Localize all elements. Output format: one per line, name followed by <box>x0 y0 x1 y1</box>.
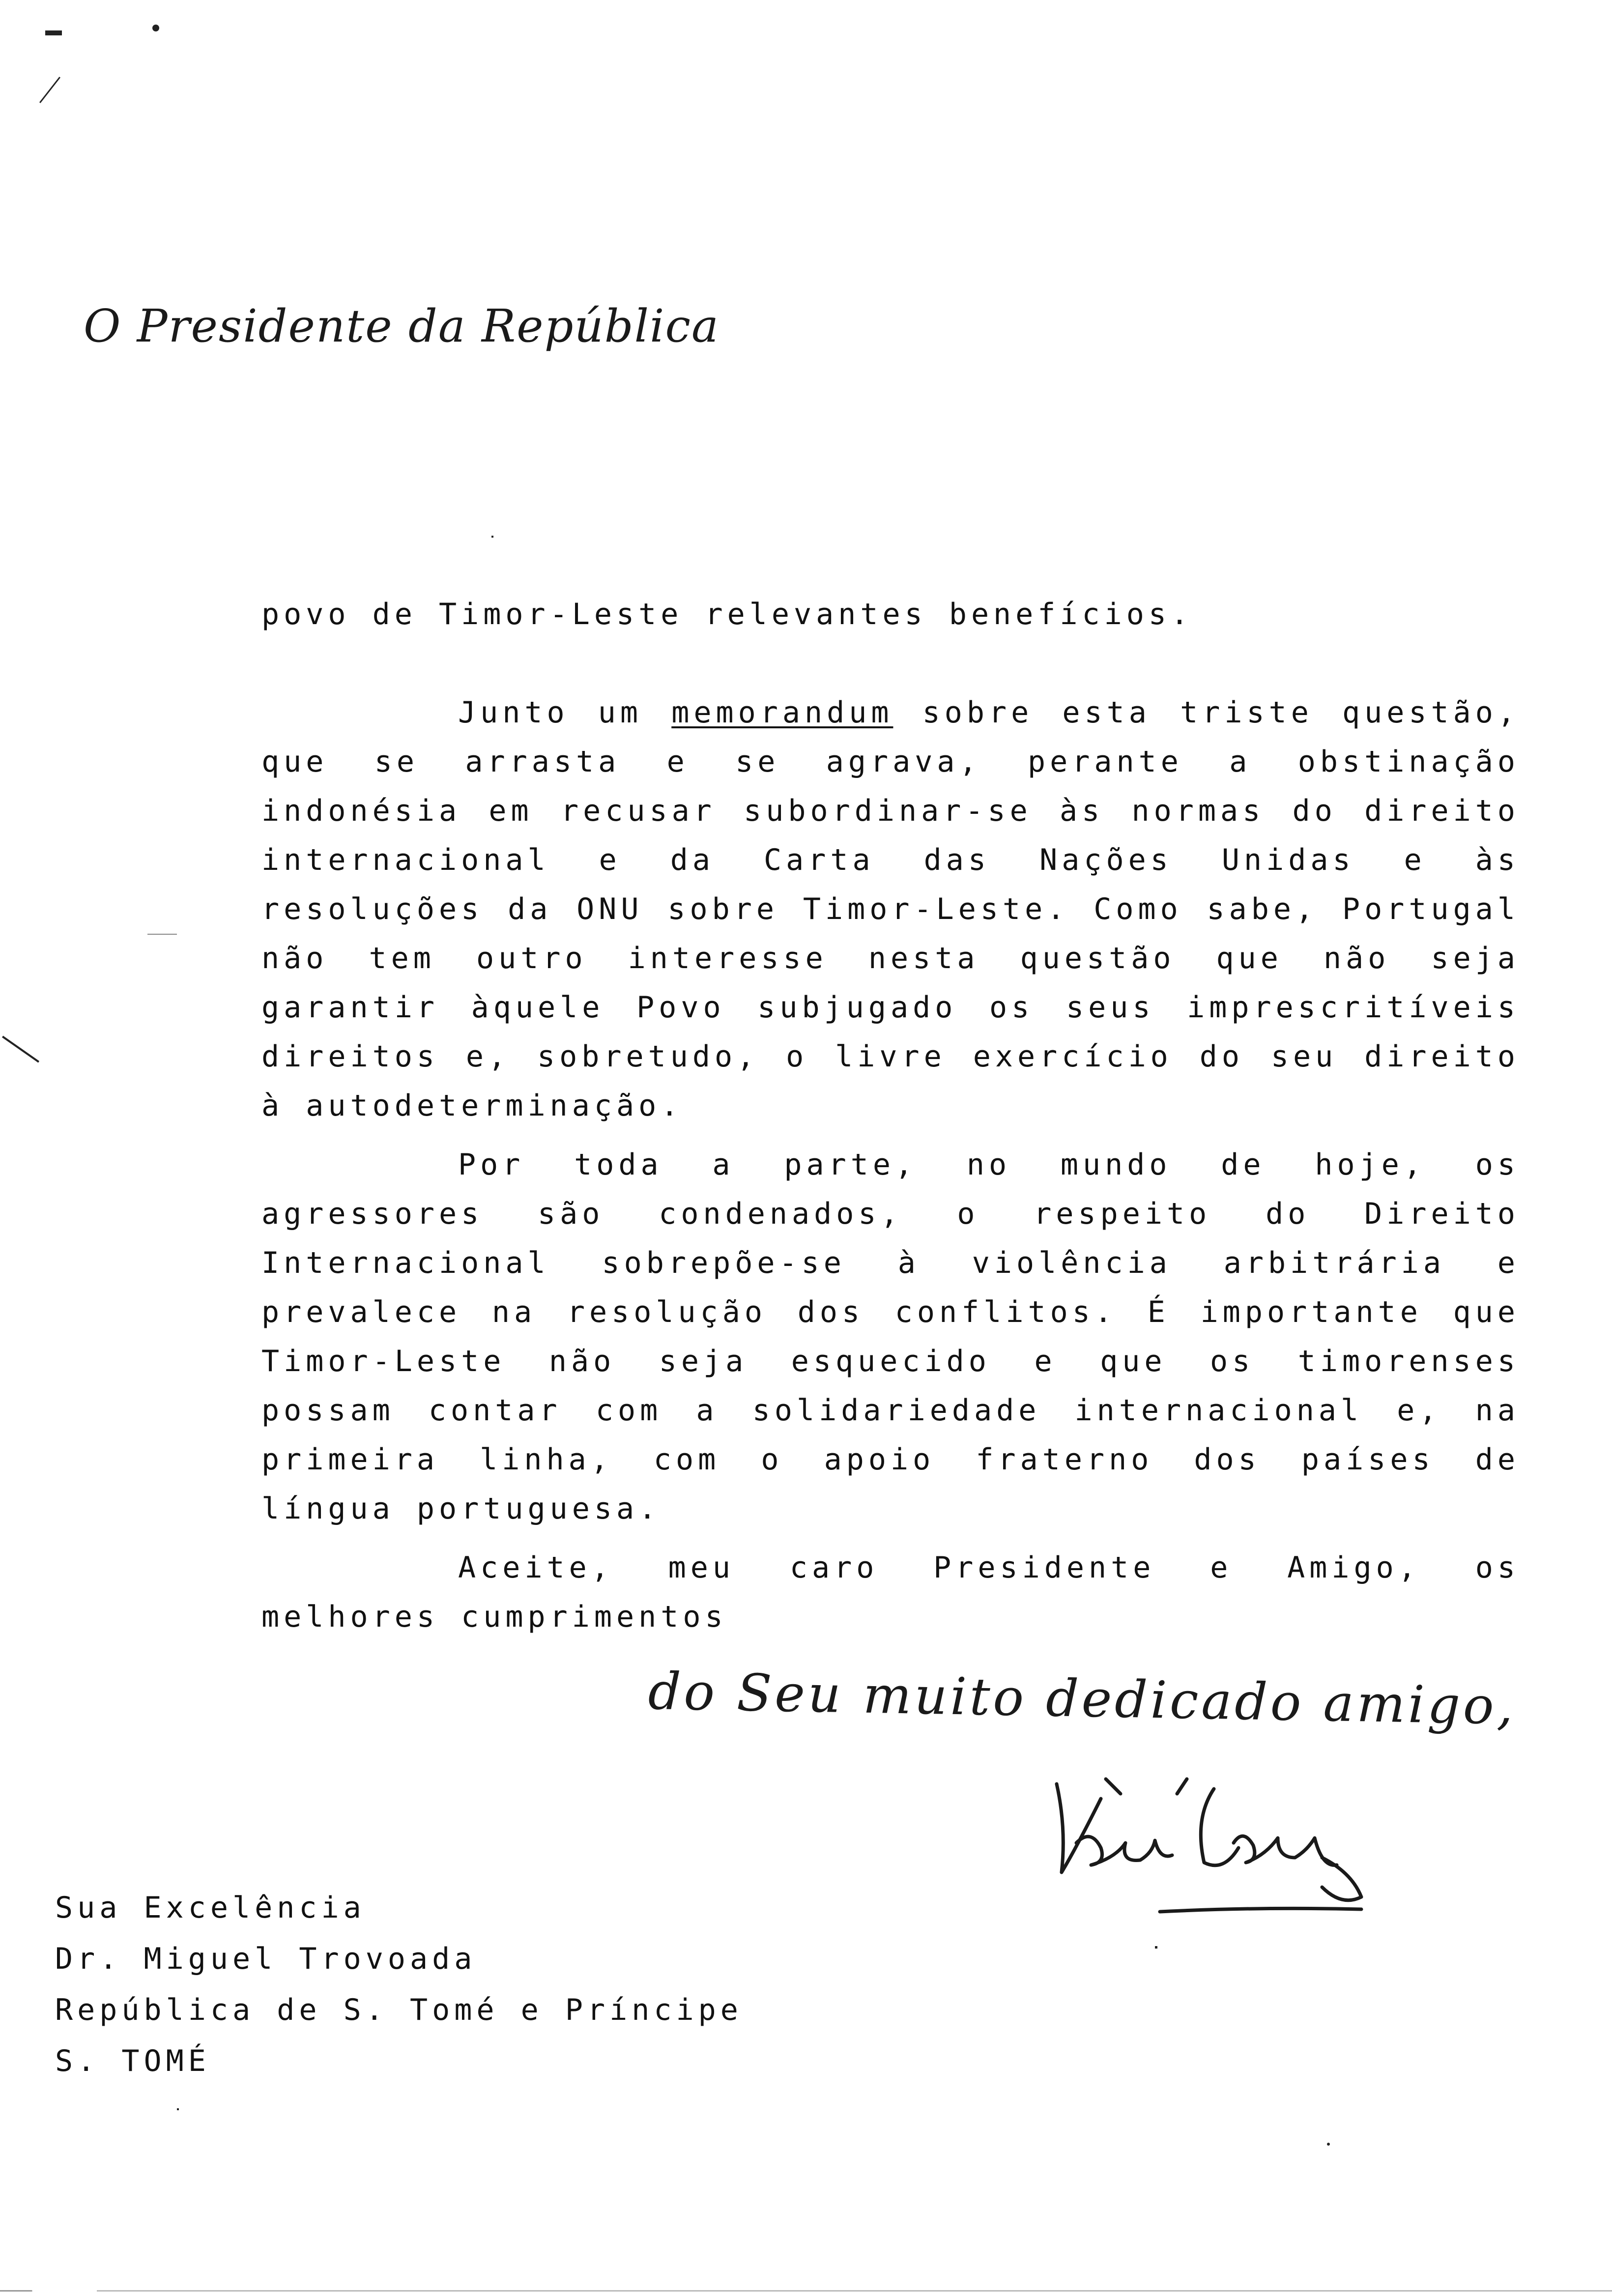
recipient-name: Dr. Miguel Trovoada <box>55 1942 477 1976</box>
paragraph-memorandum <box>261 688 1520 1130</box>
scan-mark <box>147 934 177 935</box>
scan-mark <box>152 25 159 31</box>
scan-mark <box>1327 2143 1330 2146</box>
scan-mark <box>1155 1946 1157 1949</box>
handwritten-closing: do Seu muito dedicado amigo, <box>647 1661 1517 1736</box>
paragraph-international-law: Por toda a parte, no mundo de hoje, os agressores são condenados, o respeito do Direito Internacional sobrepõe-se à violência arbitrária e prevalece na resolução dos conflitos. É importante que Timor-Leste não seja esquecido e que os timorenses possam contar com a solidariedade internacional e, na primeira linha, com o apoio fraterno dos países de língua portuguesa. <box>261 1148 1520 1526</box>
letterhead-title: O Presidente da República <box>84 300 720 352</box>
paragraph-closing-salutation: Aceite, meu caro Presidente e Amigo, os melhores cumprimentos <box>261 1550 1520 1634</box>
recipient-title: Sua Excelência <box>55 1891 366 1925</box>
paragraph-memorandum-start: Junto um <box>458 695 672 730</box>
scan-edge-line <box>0 2290 1612 2292</box>
scan-mark <box>39 77 60 103</box>
scan-mark <box>491 536 493 538</box>
scan-mark <box>2 1036 39 1063</box>
scan-mark <box>45 30 62 35</box>
recipient-country: República de S. Tomé e Príncipe <box>55 1993 743 2027</box>
scan-mark <box>177 2108 179 2110</box>
paragraph-opening: povo de Timor-Leste relevantes benefícios. <box>261 597 1193 631</box>
recipient-city: S. TOMÉ <box>55 2044 210 2078</box>
paragraph-memorandum-rest: sobre esta triste questão, que se arrasta e se agrava, perante a obstinação indonésia em recusar subordinar-se às normas do direito internacional e da Carta das Nações Unidas e às resoluções da ONU sobre Timor-Leste. Como sabe, Portugal não tem outro interesse nesta questão que não seja garantir àquele Povo subjugado os seus imprescritíveis direitos e, sobretudo, o livre exercício do seu direito à autodeterminação. <box>261 695 1520 1123</box>
recipient-address-block <box>55 1882 743 2087</box>
memorandum-word: memorandum <box>671 695 893 730</box>
signature-image <box>1047 1759 1371 1926</box>
